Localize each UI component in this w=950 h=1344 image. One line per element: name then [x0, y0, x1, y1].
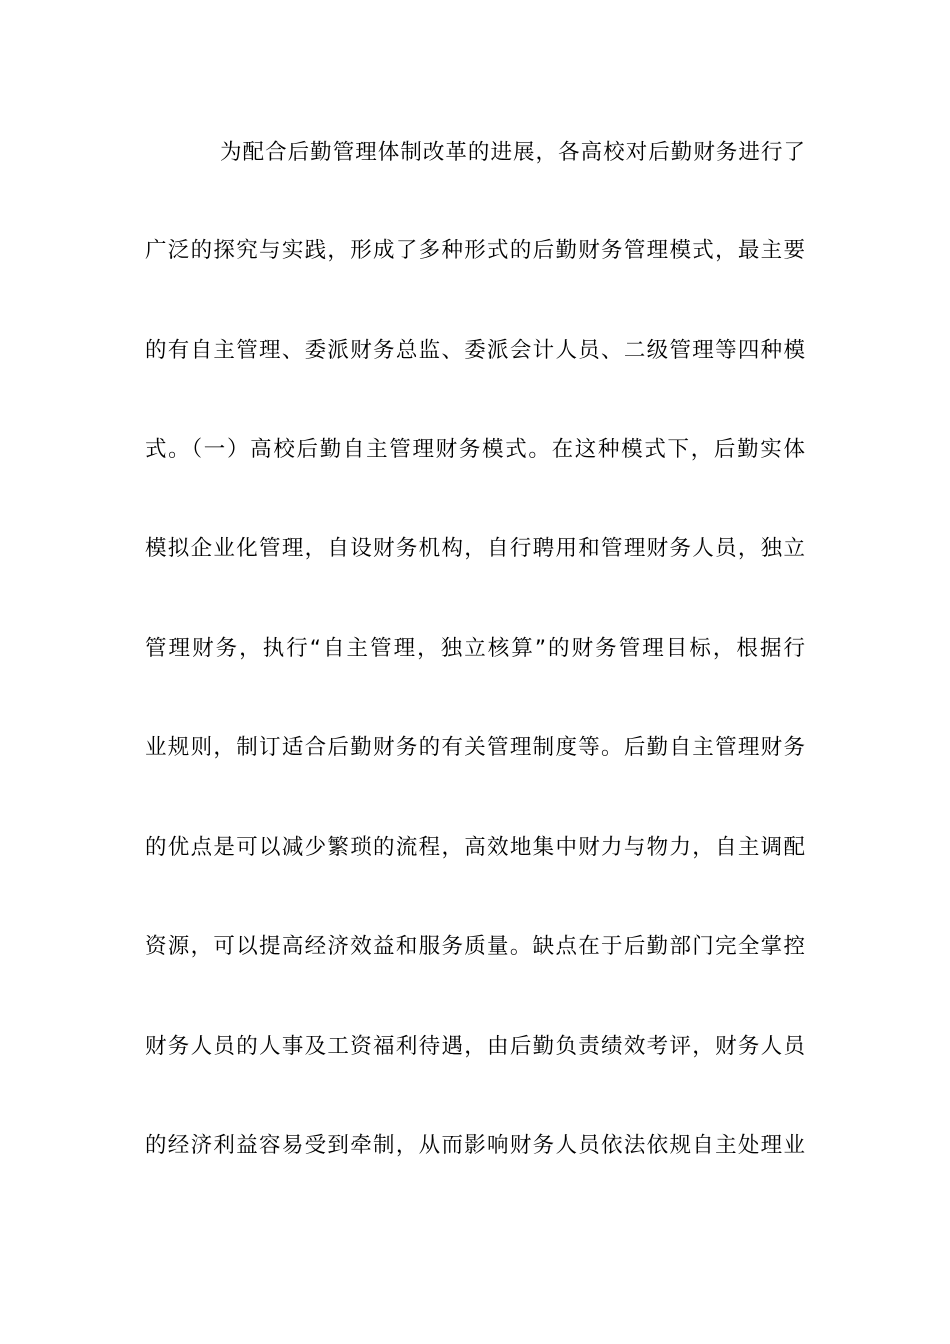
paragraph-line-3: 的有自主管理、委派财务总监、委派会计人员、二级管理等四种模 [145, 338, 805, 363]
paragraph-line-2: 广泛的探究与实践，形成了多种形式的后勤财务管理模式，最主要 [145, 238, 805, 263]
paragraph-line-5: 模拟企业化管理，自设财务机构，自行聘用和管理财务人员，独立 [145, 536, 805, 561]
paragraph-line-7: 业规则，制订适合后勤财务的有关管理制度等。后勤自主管理财务 [145, 735, 805, 760]
paragraph-line-4: 式。（一）高校后勤自主管理财务模式。在这种模式下，后勤实体 [145, 437, 805, 462]
paragraph-line-11: 的经济利益容易受到牵制，从而影响财务人员依法依规自主处理业 [145, 1133, 805, 1158]
paragraph-line-9: 资源，可以提高经济效益和服务质量。缺点在于后勤部门完全掌控 [145, 934, 805, 959]
paragraph-line-6: 管理财务，执行“自主管理，独立核算”的财务管理目标，根据行 [145, 636, 805, 661]
paragraph-line-10: 财务人员的人事及工资福利待遇，由后勤负责绩效考评，财务人员 [145, 1034, 805, 1059]
paragraph-line-8: 的优点是可以减少繁琐的流程，高效地集中财力与物力，自主调配 [145, 835, 805, 860]
paragraph-line-1: 为配合后勤管理体制改革的进展，各高校对后勤财务进行了 [220, 140, 805, 165]
